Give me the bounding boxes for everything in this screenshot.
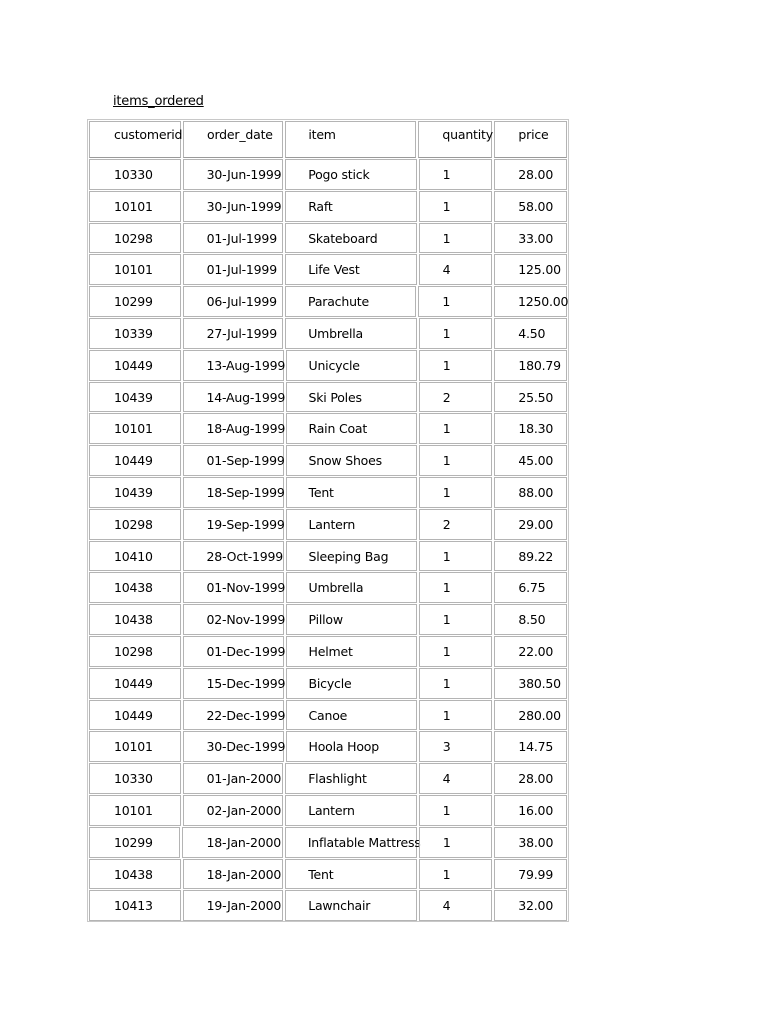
cell-order-date: 22-Dec-1999: [183, 700, 284, 731]
cell-price: 28.00: [494, 763, 567, 794]
cell-price: 14.75: [494, 731, 567, 762]
table-row: [88, 762, 568, 794]
cell-item: Snow Shoes: [286, 445, 417, 476]
cell-order-date: 13-Aug-1999: [183, 350, 284, 381]
cell-quantity: 1: [419, 795, 493, 826]
column-header-item: item: [285, 121, 416, 158]
cell-customerid: 10101: [89, 254, 181, 285]
cell-customerid: 10410: [89, 541, 181, 572]
cell-price: 79.99: [494, 859, 567, 890]
cell-customerid: 10101: [89, 191, 181, 222]
table-row: [88, 699, 568, 731]
cell-quantity: 2: [419, 382, 493, 413]
cell-item: Unicycle: [286, 350, 417, 381]
cell-item: Canoe: [286, 700, 417, 731]
table-row: [88, 444, 568, 476]
cell-customerid: 10339: [89, 318, 181, 349]
cell-order-date: 01-Jul-1999: [183, 254, 284, 285]
cell-price: 32.00: [494, 890, 567, 921]
cell-price: 180.79: [494, 350, 567, 381]
table-row: [88, 635, 568, 667]
cell-quantity: 1: [419, 827, 493, 858]
table-row: [88, 285, 568, 317]
table-row: [88, 317, 568, 349]
cell-item: Tent: [286, 477, 417, 508]
cell-order-date: 18-Sep-1999: [183, 477, 284, 508]
cell-item: Sleeping Bag: [286, 541, 417, 572]
cell-price: 4.50: [494, 318, 567, 349]
table-row: [88, 476, 568, 508]
cell-order-date: 30-Dec-1999: [183, 731, 284, 762]
cell-quantity: 3: [419, 731, 493, 762]
cell-customerid: 10449: [89, 700, 181, 731]
cell-order-date: 19-Jan-2000: [183, 890, 284, 921]
cell-customerid: 10298: [89, 223, 181, 254]
table-row: [88, 158, 568, 190]
cell-quantity: 4: [419, 254, 493, 285]
column-header-quantity: quantity: [418, 121, 492, 158]
cell-price: 38.00: [494, 827, 567, 858]
cell-item: Life Vest: [285, 254, 416, 285]
cell-price: 22.00: [494, 636, 567, 667]
table-row: [88, 889, 568, 921]
cell-customerid: 10299: [89, 827, 180, 858]
cell-customerid: 10298: [89, 509, 181, 540]
cell-customerid: 10439: [89, 382, 181, 413]
cell-order-date: 01-Dec-1999: [183, 636, 284, 667]
cell-order-date: 27-Jul-1999: [183, 318, 284, 349]
table-row: [88, 381, 568, 413]
cell-customerid: 10101: [89, 795, 181, 826]
table-row: [88, 222, 568, 254]
cell-item: Hoola Hoop: [286, 731, 417, 762]
column-header-price: price: [494, 121, 567, 158]
cell-quantity: 1: [419, 859, 493, 890]
cell-quantity: 1: [419, 223, 493, 254]
cell-order-date: 30-Jun-1999: [183, 159, 284, 190]
cell-price: 125.00: [494, 254, 567, 285]
cell-item: Lantern: [286, 509, 417, 540]
items-ordered-table: [87, 119, 569, 922]
cell-order-date: 06-Jul-1999: [183, 286, 283, 317]
cell-price: 28.00: [494, 159, 567, 190]
cell-customerid: 10330: [89, 763, 181, 794]
table-body: [88, 158, 568, 921]
cell-price: 6.75: [494, 572, 567, 603]
cell-quantity: 1: [419, 636, 493, 667]
cell-item: Lantern: [285, 795, 416, 826]
cell-item: Bicycle: [286, 668, 417, 699]
cell-order-date: 19-Sep-1999: [183, 509, 284, 540]
cell-customerid: 10449: [89, 445, 181, 476]
cell-order-date: 01-Sep-1999: [183, 445, 284, 476]
table-row: [88, 858, 568, 890]
cell-customerid: 10438: [89, 859, 181, 890]
cell-customerid: 10449: [89, 668, 181, 699]
cell-price: 16.00: [494, 795, 567, 826]
cell-item: Tent: [285, 859, 416, 890]
table-row: [88, 667, 568, 699]
cell-customerid: 10330: [89, 159, 181, 190]
cell-quantity: 1: [419, 318, 493, 349]
cell-item: Inflatable Mattress: [285, 827, 417, 858]
cell-quantity: 1: [419, 445, 493, 476]
cell-quantity: 1: [419, 350, 493, 381]
cell-customerid: 10438: [89, 604, 181, 635]
cell-price: 380.50: [494, 668, 567, 699]
cell-price: 29.00: [494, 509, 567, 540]
table-header-row: [88, 120, 568, 158]
cell-price: 45.00: [494, 445, 567, 476]
cell-item: Umbrella: [286, 572, 417, 603]
table-row: [88, 794, 568, 826]
cell-order-date: 02-Nov-1999: [183, 604, 284, 635]
cell-item: Helmet: [286, 636, 417, 667]
table-row: [88, 412, 568, 444]
cell-quantity: 1: [419, 668, 493, 699]
cell-price: 18.30: [494, 413, 567, 444]
cell-customerid: 10439: [89, 477, 181, 508]
cell-quantity: 2: [419, 509, 493, 540]
cell-quantity: 1: [419, 604, 493, 635]
cell-price: 88.00: [494, 477, 567, 508]
table-row: [88, 508, 568, 540]
cell-item: Ski Poles: [286, 382, 417, 413]
cell-customerid: 10438: [89, 572, 181, 603]
cell-order-date: 14-Aug-1999: [183, 382, 284, 413]
cell-customerid: 10413: [89, 890, 181, 921]
cell-customerid: 10449: [89, 350, 181, 381]
cell-price: 1250.00: [494, 286, 567, 317]
cell-order-date: 18-Aug-1999: [183, 413, 284, 444]
cell-item: Parachute: [285, 286, 416, 317]
cell-quantity: 1: [419, 541, 493, 572]
cell-item: Pillow: [286, 604, 417, 635]
column-header-customerid: customerid: [89, 121, 181, 158]
cell-item: Skateboard: [285, 223, 416, 254]
cell-order-date: 30-Jun-1999: [183, 191, 284, 222]
cell-order-date: 01-Jul-1999: [183, 223, 284, 254]
table-row: [88, 349, 568, 381]
table-row: [88, 730, 568, 762]
cell-quantity: 1: [419, 477, 493, 508]
table-row: [88, 571, 568, 603]
table-row: [88, 253, 568, 285]
table-row: [88, 540, 568, 572]
cell-quantity: 1: [419, 413, 493, 444]
column-header-order-date: order_date: [183, 121, 283, 158]
cell-order-date: 01-Jan-2000: [183, 763, 284, 794]
cell-item: Flashlight: [285, 763, 416, 794]
cell-order-date: 28-Oct-1999: [183, 541, 284, 572]
cell-order-date: 15-Dec-1999: [183, 668, 284, 699]
cell-customerid: 10299: [89, 286, 181, 317]
cell-quantity: 4: [419, 763, 493, 794]
cell-item: Raft: [285, 191, 416, 222]
cell-quantity: 4: [419, 890, 493, 921]
cell-customerid: 10101: [89, 413, 181, 444]
cell-order-date: 02-Jan-2000: [183, 795, 284, 826]
cell-item: Pogo stick: [285, 159, 416, 190]
cell-item: Lawnchair: [285, 890, 416, 921]
cell-quantity: 1: [419, 159, 493, 190]
cell-quantity: 1: [419, 700, 493, 731]
cell-price: 8.50: [494, 604, 567, 635]
cell-price: 25.50: [494, 382, 567, 413]
cell-quantity: 1: [418, 286, 492, 317]
table-row: [88, 190, 568, 222]
cell-item: Rain Coat: [286, 413, 417, 444]
cell-order-date: 01-Nov-1999: [183, 572, 284, 603]
cell-customerid: 10101: [89, 731, 181, 762]
cell-quantity: 1: [419, 191, 493, 222]
cell-customerid: 10298: [89, 636, 181, 667]
cell-quantity: 1: [419, 572, 493, 603]
table-row: [88, 603, 568, 635]
table-title: items_ordered: [113, 94, 204, 109]
cell-price: 58.00: [494, 191, 567, 222]
cell-item: Umbrella: [285, 318, 416, 349]
cell-price: 33.00: [494, 223, 567, 254]
cell-price: 280.00: [494, 700, 567, 731]
cell-order-date: 18-Jan-2000: [183, 859, 284, 890]
cell-price: 89.22: [494, 541, 567, 572]
table-row: [88, 826, 568, 858]
cell-order-date: 18-Jan-2000: [182, 827, 282, 858]
